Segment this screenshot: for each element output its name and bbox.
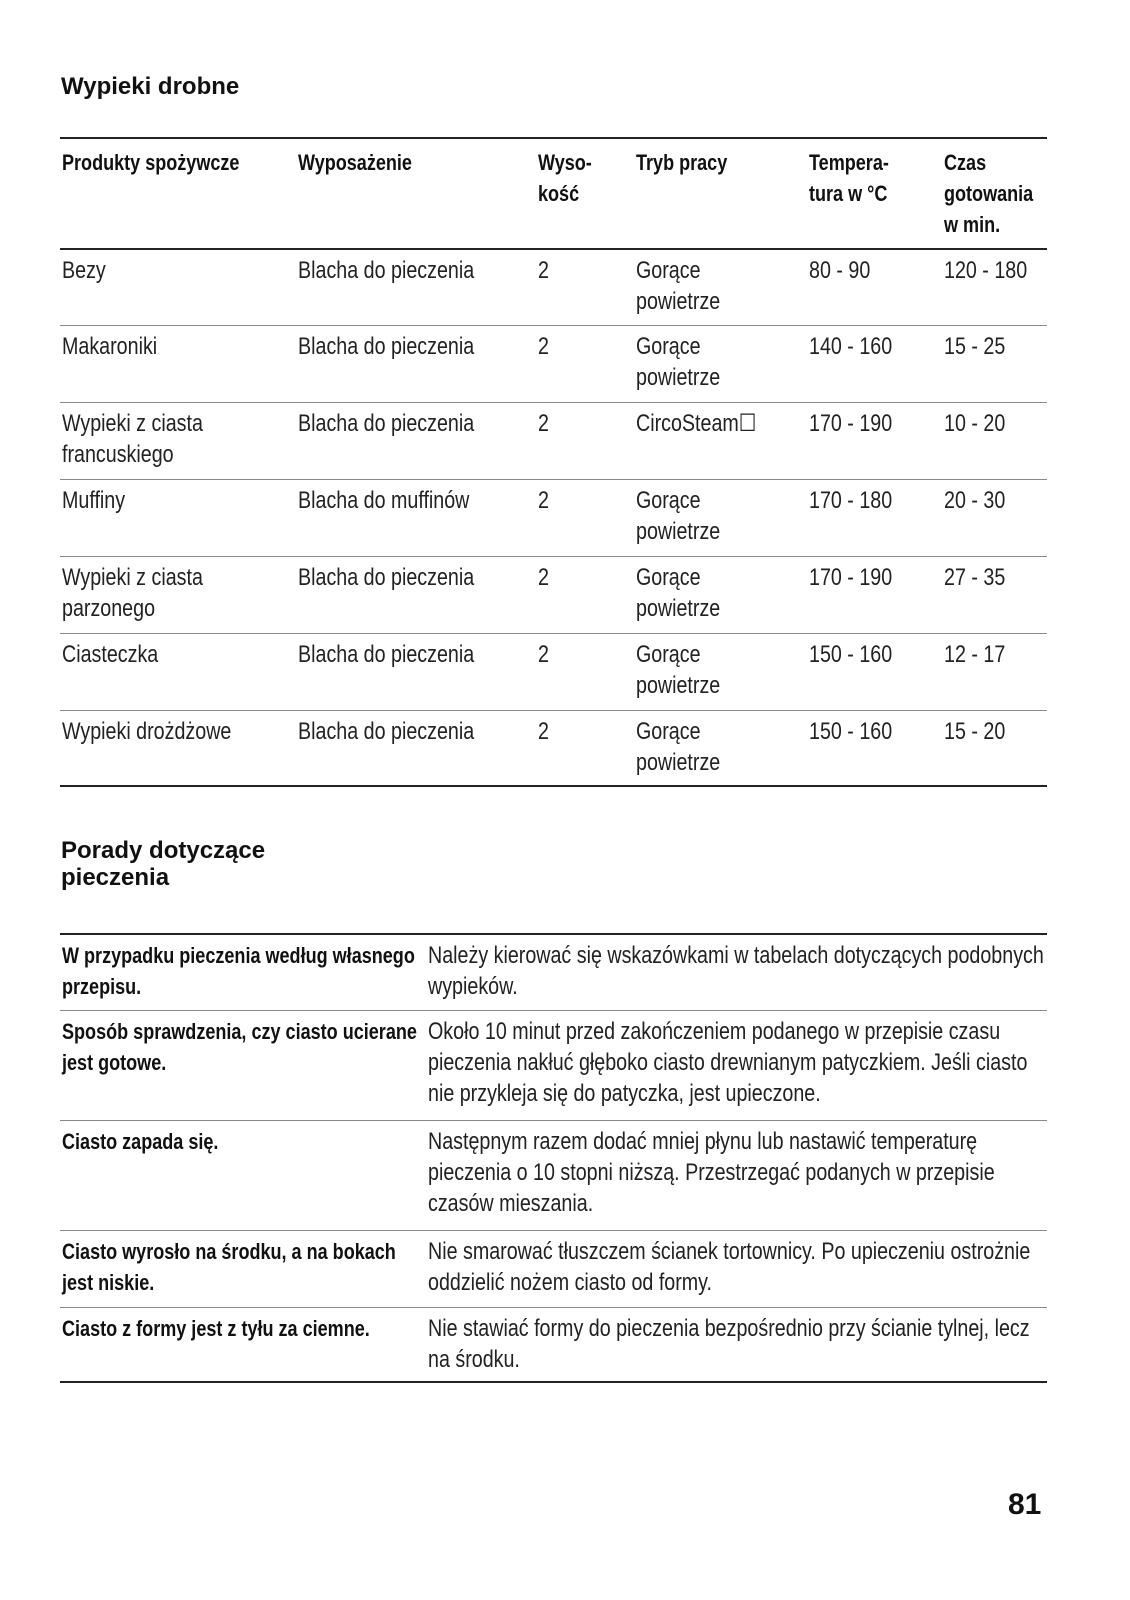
cell-equipment: Blacha do pieczenia: [298, 257, 475, 284]
cell-level: 2: [538, 333, 549, 360]
tip-answer: Należy kierować się wskazówkami w tabelach dotyczących podobnych wypieków.: [428, 942, 1044, 1000]
cell-level: 2: [538, 257, 549, 284]
cell-equipment: Blacha do pieczenia: [298, 718, 475, 745]
cell-temp: 170 - 180: [809, 487, 893, 514]
table1-bottom-rule: [60, 785, 1047, 787]
table-row: [60, 710, 1047, 785]
cell-mode: Gorące powietrze: [636, 487, 721, 545]
tip-answer: Około 10 minut przed zakończeniem podanego w przepisie czasu pieczenia nakłuć głęboko ciasto drewnianym patyczkiem. Jeśli ciasto nie przykleja się do patyczka, jest upieczone.: [428, 1018, 1028, 1107]
tip-question: Sposób sprawdzenia, czy ciasto ucierane jest gotowe.: [62, 1019, 417, 1075]
cell-mode: Gorące powietrze: [636, 718, 721, 776]
header-products: Produkty spożywcze: [62, 150, 240, 175]
table-row: [60, 556, 1047, 633]
cell-time: 20 - 30: [944, 487, 1006, 514]
header-equipment: Wyposażenie: [298, 150, 412, 175]
tip-row: [60, 1230, 1047, 1307]
cell-product: Ciasteczka: [62, 641, 159, 668]
cell-time: 12 - 17: [944, 641, 1006, 668]
cell-product: Wypieki drożdżowe: [62, 718, 232, 745]
cell-mode: CircoSteam☐: [636, 410, 757, 437]
cell-time: 10 - 20: [944, 410, 1006, 437]
cell-product: Muffiny: [62, 487, 126, 514]
table-row: [60, 633, 1047, 710]
cell-equipment: Blacha do muffinów: [298, 487, 470, 514]
header-time: Czas gotowania w min.: [944, 150, 1034, 237]
section-title-baking-tips: Porady dotyczące pieczenia: [61, 837, 266, 891]
cell-product: Bezy: [62, 257, 106, 284]
cell-equipment: Blacha do pieczenia: [298, 641, 475, 668]
tip-question: Ciasto zapada się.: [62, 1129, 219, 1154]
cell-product: Wypieki z ciasta parzonego: [62, 564, 203, 622]
tip-question: Ciasto z formy jest z tyłu za ciemne.: [62, 1316, 370, 1341]
table1-top-rule: [60, 137, 1047, 139]
cell-product: Makaroniki: [62, 333, 158, 360]
tip-question: W przypadku pieczenia według własnego przepisu.: [62, 943, 415, 999]
section-title-small-bakes: Wypieki drobne: [61, 73, 240, 100]
cell-equipment: Blacha do pieczenia: [298, 333, 475, 360]
cell-level: 2: [538, 718, 549, 745]
cell-mode: Gorące powietrze: [636, 257, 721, 315]
cell-temp: 170 - 190: [809, 564, 893, 591]
cell-time: 27 - 35: [944, 564, 1006, 591]
tip-answer: Nie stawiać formy do pieczenia bezpośrednio przy ścianie tylnej, lecz na środku.: [428, 1315, 1030, 1373]
table-row: [60, 250, 1047, 325]
cell-temp: 150 - 160: [809, 718, 893, 745]
cell-equipment: Blacha do pieczenia: [298, 564, 475, 591]
tip-row: [60, 1120, 1047, 1230]
header-level: Wyso- kość: [538, 150, 592, 206]
header-temperature: Tempera- tura w °C: [809, 150, 889, 206]
tip-answer: Nie smarować tłuszczem ścianek tortownicy. Po upieczeniu ostrożnie oddzielić nożem ciasto od formy.: [428, 1238, 1031, 1296]
cell-level: 2: [538, 410, 549, 437]
cell-level: 2: [538, 641, 549, 668]
baking-tips-table: [60, 935, 1047, 1383]
table-row: [60, 325, 1047, 402]
cell-equipment: Blacha do pieczenia: [298, 410, 475, 437]
cell-time: 15 - 20: [944, 718, 1006, 745]
cell-temp: 150 - 160: [809, 641, 893, 668]
table-row: [60, 402, 1047, 479]
cell-level: 2: [538, 487, 549, 514]
tip-answer: Następnym razem dodać mniej płynu lub nastawić temperaturę pieczenia o 10 stopni niższą. Przestrzegać podanych w przepisie czasów mieszania.: [428, 1128, 995, 1217]
cell-time: 15 - 25: [944, 333, 1006, 360]
cell-temp: 80 - 90: [809, 257, 871, 284]
cell-product: Wypieki z ciasta francuskiego: [62, 410, 203, 468]
tip-question: Ciasto wyrosło na środku, a na bokach jest niskie.: [62, 1239, 396, 1295]
cell-mode: Gorące powietrze: [636, 333, 721, 391]
header-mode: Tryb pracy: [636, 150, 728, 175]
table-body: [60, 248, 1047, 787]
cell-mode: Gorące powietrze: [636, 564, 721, 622]
cell-level: 2: [538, 564, 549, 591]
page-number: 81: [1008, 1488, 1042, 1521]
table-row: [60, 479, 1047, 556]
small-bakes-table: [60, 140, 1047, 787]
table2-bottom-rule: [60, 1381, 1047, 1383]
cell-temp: 170 - 190: [809, 410, 893, 437]
tip-row: [60, 1307, 1047, 1381]
table-header: [60, 140, 1047, 248]
cell-mode: Gorące powietrze: [636, 641, 721, 699]
tip-row: [60, 935, 1047, 1010]
cell-time: 120 - 180: [944, 257, 1028, 284]
tip-row: [60, 1010, 1047, 1120]
cell-temp: 140 - 160: [809, 333, 893, 360]
